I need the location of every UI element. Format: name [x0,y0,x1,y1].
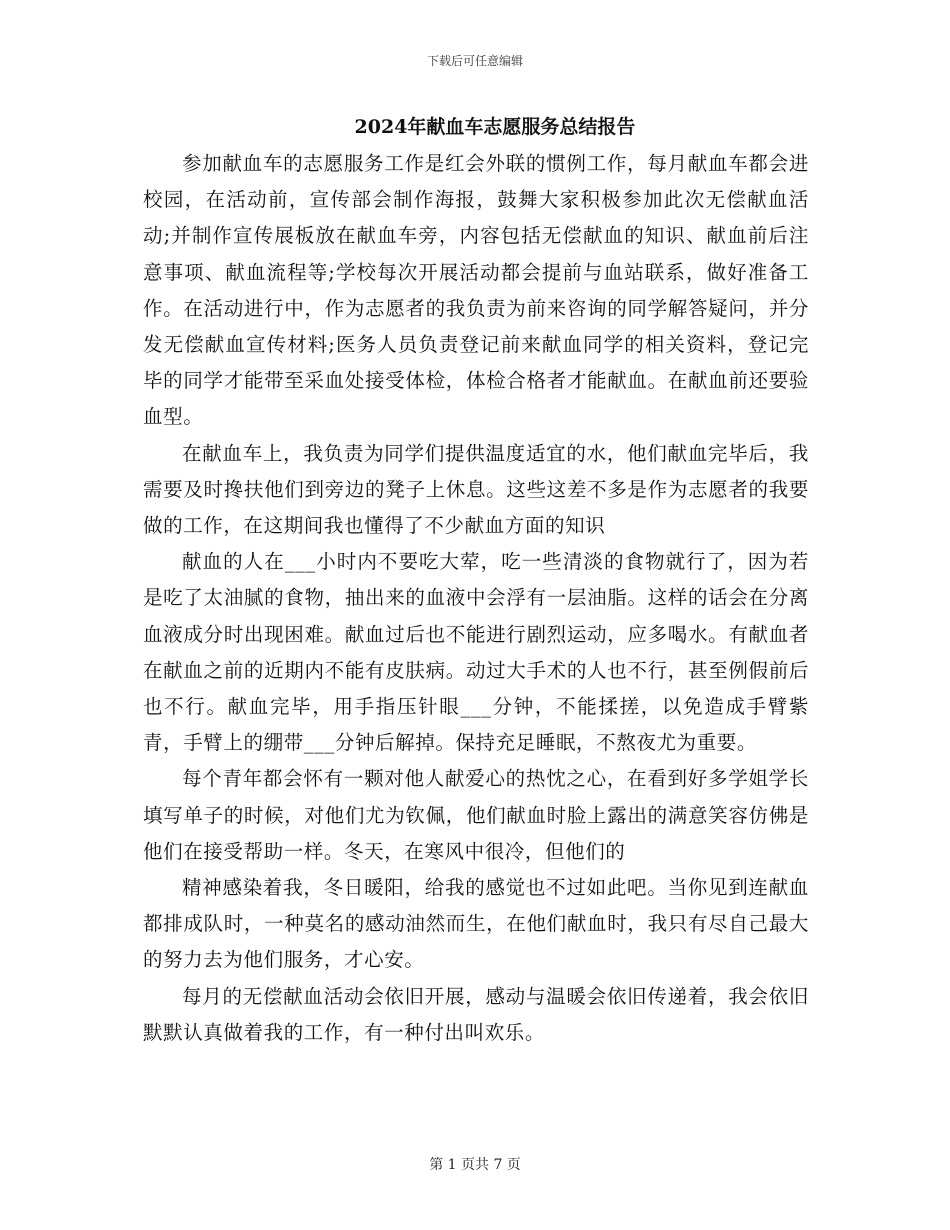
document-body [143,146,809,1051]
download-note: 下载后可任意编辑 [426,54,523,68]
paragraph: 精神感染着我，冬日暖阳，给我的感觉也不过如此吧。当你见到连献血都排成队时，一种莫名的感动油然而生，在他们献血时，我只有尽自己最大的努力去为他们服务，才心安。 [143,876,809,972]
paragraph: 在献血车上，我负责为同学们提供温度适宜的水，他们献血完毕后，我需要及时搀扶他们到旁边的凳子上休息。这些这差不多是作为志愿者的我要做的工作，在这期间我也懂得了不少献血方面的知识 [143,441,809,538]
paragraph: 献血的人在___小时内不要吃大荤，吃一些清淡的食物就行了，因为若是吃了太油腻的食物，抽出来的血液中会浮有一层油脂。这样的话会在分离血液成分时出现困难。献血过后也不能进行剧烈运动，应多喝水。有献血者在献血之前的近期内不能有皮肤病。动过大手术的人也不行，甚至例假前后也不行。献血完毕，用手指压针眼___分钟，不能揉搓，以免造成手臂紫青，手臂上的绷带___分钟后解掉。保持充足睡眠，不熬夜尤为重要。 [143,550,809,755]
document-title: 2024年献血车志愿服务总结报告 [354,116,636,138]
page-number: 第 1 页共 7 页 [429,1157,521,1173]
paragraph: 每月的无偿献血活动会依旧开展，感动与温暖会依旧传递着，我会依旧默默认真做着我的工作，有一种付出叫欢乐。 [143,984,809,1044]
paragraph: 参加献血车的志愿服务工作是红会外联的惯例工作，每月献血车都会进校园，在活动前，宣传部会制作海报，鼓舞大家积极参加此次无偿献血活动;并制作宣传展板放在献血车旁，内容包括无偿献血的知识、献血前后注意事项、献血流程等;学校每次开展活动都会提前与血站联系，做好准备工作。在活动进行中，作为志愿者的我负责为前来咨询的同学解答疑问，并分发无偿献血宣传材料;医务人员负责登记前来献血同学的相关资料，登记完毕的同学才能带至采血处接受体检，体检合格者才能献血。在献血前还要验血型。 [143,152,809,429]
paragraph: 每个青年都会怀有一颗对他人献爱心的热忱之心，在看到好多学姐学长填写单子的时候，对他们尤为钦佩，他们献血时脸上露出的满意笑容仿佛是他们在接受帮助一样。冬天，在寒风中很冷，但他们的 [143,767,809,863]
